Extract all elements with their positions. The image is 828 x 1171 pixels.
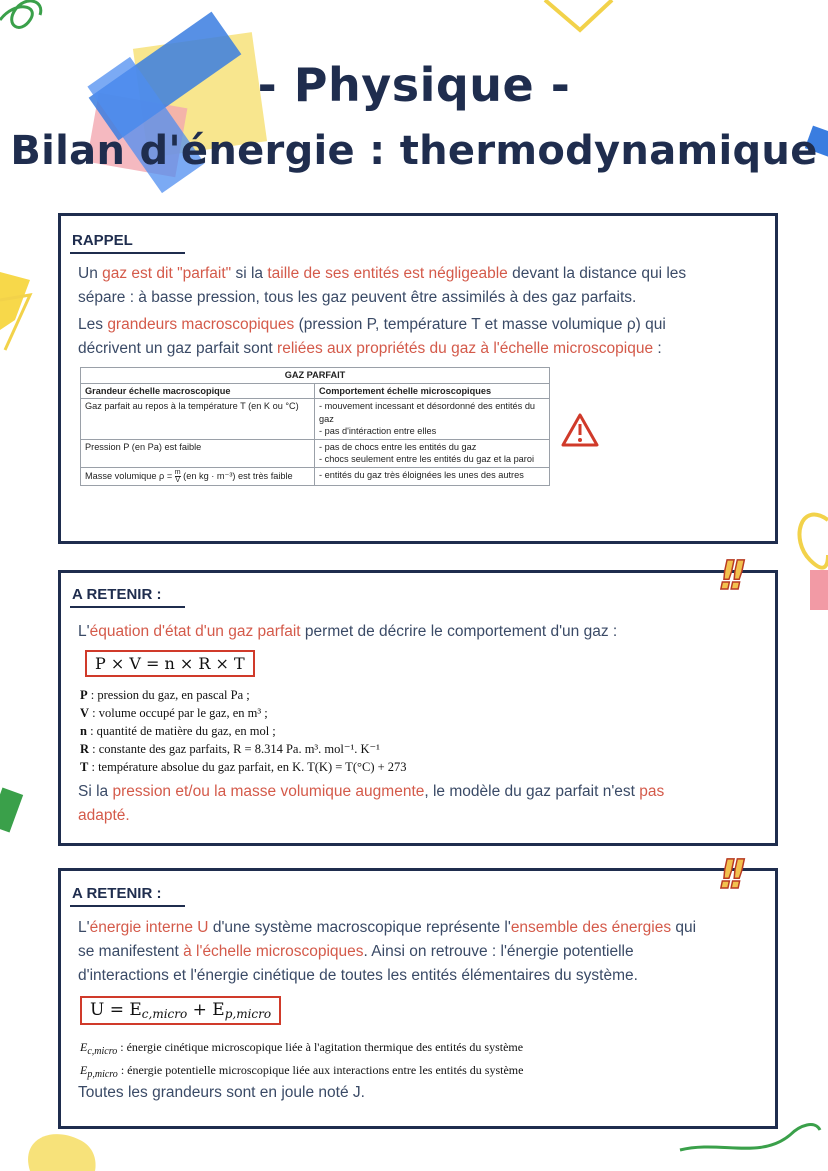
text-span: se manifestent — [78, 943, 184, 960]
yellow-blob-bottom — [28, 1134, 96, 1171]
definition-symbol: P — [80, 688, 88, 702]
definition-text: : quantité de matière du gaz, en mol ; — [86, 724, 276, 738]
text-span: L' — [78, 919, 90, 936]
table-cell: Gaz parfait au repos à la température T (en K ou °C) — [81, 399, 315, 440]
definition-line — [80, 758, 407, 776]
text-span: Les — [78, 316, 108, 333]
text-span: L' — [78, 623, 90, 640]
fraction-numerator: m — [174, 468, 181, 476]
definition-subscript: c,micro — [87, 1046, 118, 1057]
definition-line — [80, 722, 407, 740]
highlight-span: équation d'état d'un gaz parfait — [89, 623, 301, 640]
definition-symbol: E — [80, 1040, 88, 1054]
highlight-span: taille de ses entités est négligeable — [267, 265, 508, 282]
retenir1-paragraph-1 — [78, 620, 758, 644]
table-row — [81, 467, 550, 485]
text-span: devant la distance qui les — [507, 265, 687, 282]
text-span: qui — [671, 919, 697, 936]
text-span: (pression P, température T et masse volumique ρ) qui — [294, 316, 666, 333]
table-header-micro: Comportement échelle microscopiques — [315, 383, 550, 399]
exclamation-icon-2: !! — [713, 852, 744, 898]
warning-triangle-icon — [560, 412, 600, 448]
definition-text: : volume occupé par le gaz, en m³ ; — [89, 706, 268, 720]
definition-text: : énergie cinétique microscopique liée à l'agitation thermique des entités du système — [117, 1040, 524, 1054]
definition-text: : température absolue du gaz parfait, en K. T(K) = T(°C) + 273 — [88, 760, 407, 774]
cell-text: Masse volumique ρ = — [85, 470, 175, 481]
definition-symbol: V — [80, 706, 90, 720]
table-cell — [315, 439, 550, 467]
equation-subscript: p,micro — [224, 1007, 272, 1021]
table-header-macro: Grandeur échelle macroscopique — [81, 383, 315, 399]
green-squiggle-topleft — [0, 1, 41, 27]
retenir1-heading-underline — [70, 606, 185, 608]
definition-line — [80, 1038, 523, 1061]
definition-text: : constante des gaz parfaits, R = 8.314 Pa. m³. mol⁻¹. K⁻¹ — [89, 742, 380, 756]
rappel-paragraph-1 — [78, 262, 758, 310]
table-cell — [81, 467, 315, 485]
definition-symbol: E — [80, 1063, 88, 1077]
green-tab-left — [0, 787, 23, 832]
highlight-span: énergie interne U — [89, 919, 209, 936]
text-span: Si la — [78, 783, 113, 800]
yellow-loop-right — [800, 515, 828, 568]
table-cell — [315, 399, 550, 440]
highlight-span: grandeurs macroscopiques — [107, 316, 295, 333]
retenir2-paragraph-2: Toutes les grandeurs sont en joule noté J. — [78, 1084, 365, 1101]
text-span: . Ainsi on retrouve : l'énergie potentielle — [363, 943, 634, 960]
highlight-span: pression et/ou la masse volumique augmente — [112, 783, 425, 800]
fraction-denominator: V — [175, 476, 180, 484]
highlight-span: adapté. — [78, 807, 130, 824]
text-span: : — [653, 340, 662, 357]
definition-subscript: p,micro — [87, 1069, 118, 1080]
ideal-gas-equation: P × V = n × R × T — [85, 650, 255, 677]
cell-line: - chocs seulement entre les entités du gaz et la paroi — [319, 454, 535, 464]
definition-symbol: R — [80, 742, 90, 756]
retenir2-heading: A RETENIR : — [72, 885, 162, 902]
highlight-span: gaz est dit "parfait" — [102, 265, 232, 282]
internal-energy-definitions — [80, 1038, 523, 1084]
page-title-line1: - Physique - — [257, 58, 571, 112]
text-span: d'interactions et l'énergie cinétique de toutes les entités élémentaires du système. — [78, 967, 638, 984]
equation-subscript: c,micro — [141, 1007, 188, 1021]
definition-symbol: T — [80, 760, 89, 774]
highlight-span: reliées aux propriétés du gaz à l'échelle microscopique — [277, 340, 654, 357]
text-span: , le modèle du gaz parfait n'est — [424, 783, 640, 800]
retenir2-paragraph-1 — [78, 916, 768, 988]
highlight-span: pas — [639, 783, 665, 800]
definition-line — [80, 686, 407, 704]
table-cell: - entités du gaz très éloignées les unes des autres — [315, 467, 550, 485]
retenir1-paragraph-2 — [78, 780, 758, 828]
yellow-heart-top — [545, 0, 612, 30]
table-caption: GAZ PARFAIT — [81, 368, 550, 384]
pink-tab-right — [810, 570, 828, 610]
cell-line: - pas d'intéraction entre elles — [319, 426, 437, 436]
definition-symbol: n — [80, 724, 87, 738]
cell-line: - mouvement incessant et désordonné des entités du gaz — [319, 401, 536, 424]
text-span: Un — [78, 265, 103, 282]
page-title-line2: Bilan d'énergie : thermodynamique — [10, 128, 818, 174]
table-row — [81, 439, 550, 467]
definition-line — [80, 704, 407, 722]
text-span: sépare : à basse pression, tous les gaz peuvent être assimilés à des gaz parfaits. — [78, 289, 637, 306]
exclamation-icon-1: !! — [713, 553, 744, 599]
text-span: si la — [231, 265, 268, 282]
rappel-paragraph-2 — [78, 313, 768, 361]
definition-line — [80, 740, 407, 758]
retenir1-heading: A RETENIR : — [72, 586, 162, 603]
definition-text: : pression du gaz, en pascal Pa ; — [87, 688, 250, 702]
internal-energy-equation — [80, 996, 281, 1025]
highlight-span: à l'échelle microscopiques — [183, 943, 364, 960]
rappel-heading: RAPPEL — [72, 232, 133, 249]
retenir2-heading-underline — [70, 905, 185, 907]
cell-text: (en kg · m⁻³) est très faible — [180, 470, 293, 481]
highlight-span: ensemble des énergies — [510, 919, 672, 936]
cell-line: - pas de chocs entre les entités du gaz — [319, 441, 477, 452]
text-span: décrivent un gaz parfait sont — [78, 340, 278, 357]
text-span: permet de décrire le comportement d'un gaz : — [300, 623, 618, 640]
rappel-heading-underline — [70, 252, 185, 254]
yellow-shape-left — [0, 272, 30, 330]
text-span: d'une système macroscopique représente l' — [208, 919, 511, 936]
table-cell: Pression P (en Pa) est faible — [81, 439, 315, 467]
gaz-parfait-table — [80, 367, 550, 486]
definition-text: : énergie potentielle microscopique liée aux interactions entre les entités du système — [117, 1063, 524, 1077]
ideal-gas-definitions — [80, 686, 407, 776]
equation-part: + E — [187, 1000, 225, 1020]
table-row — [81, 399, 550, 440]
equation-part: U = E — [90, 1000, 142, 1020]
